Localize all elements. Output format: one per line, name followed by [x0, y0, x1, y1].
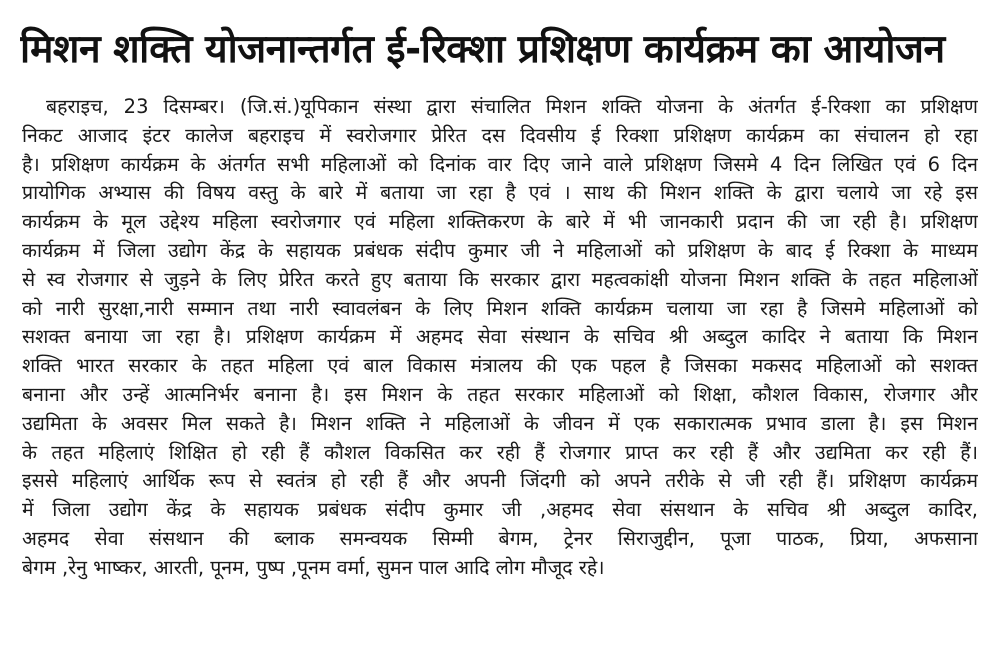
body-line: बनाना और उन्हें आत्मनिर्भर बनाना है। इस मिशन के तहत सरकार महिलाओं को शिक्षा, कौशल विकास, रोजगार और [22, 382, 978, 406]
body-line: निकट आजाद इंटर कालेज बहराइच में स्वरोजगार प्रेरित दस दिवसीय ई रिक्शा प्रशिक्षण कार्यक्रम का संचालन हो रहा [22, 123, 978, 147]
body-line: प्रायोगिक अभ्यास की विषय वस्तु के बारे में बताया जा रहा है एवं । साथ की मिशन शक्ति के द्वारा चलाये जा रहे इस [22, 181, 978, 205]
body-line: को नारी सुरक्षा,नारी सम्मान तथा नारी स्वावलंबन के लिए मिशन शक्ति कार्यक्रम चलाया जा रहा है जिसमे महिलाओं को [22, 296, 978, 320]
body-line: उद्यमिता के अवसर मिल सकते है। मिशन शक्ति ने महिलाओं के जीवन में एक सकारात्मक प्रभाव डाला है। इस मिशन [22, 411, 978, 435]
body-line: इससे महिलाएं आर्थिक रूप से स्वतंत्र हो रही हैं और अपनी जिंदगी को अपने तरीके से जी रही हैं। प्रशिक्षण कार्यक्रम [22, 469, 978, 493]
body-line: कार्यक्रम के मूल उद्देश्य महिला स्वरोजगार एवं महिला शक्तिकरण के बारे में भी जानकारी प्रदान की जा रही है। प्रशिक्षण [22, 210, 978, 234]
body-line: है। प्रशिक्षण कार्यक्रम के अंतर्गत सभी महिलाओं को दिनांक वार दिए जाने वाले प्रशिक्षण जिसमे 4 दिन लिखित एवं 6 दिन [22, 152, 978, 176]
body-line: अहमद सेवा संसथान की ब्लाक समन्वयक सिम्मी बेगम, ट्रेनर सिराजुद्दीन, पूजा पाठक, प्रिया, अफसाना [22, 526, 978, 550]
body-line: से स्व रोजगार से जुड़ने के लिए प्रेरित करते हुए बताया कि सरकार द्वारा महत्वकांक्षी योजना मिशन शक्ति के तहत महिलाओं [22, 267, 978, 291]
article-body [22, 93, 978, 583]
body-line: में जिला उद्योग केंद्र के सहायक प्रबंधक संदीप कुमार जी ,अहमद सेवा संसथान के सचिव श्री अब्दुल कादिर, [22, 498, 978, 522]
body-line: के तहत महिलाएं शिक्षित हो रही हैं कौशल विकसित कर रही हैं रोजगार प्राप्त कर रही हैं और उद्यमिता कर रही हैं। [22, 440, 978, 464]
body-line: बेगम ,रेनु भाष्कर, आरती, पूनम, पुष्प ,पूनम वर्मा, सुमन पाल आदि लोग मौजूद रहे। [22, 555, 605, 579]
body-line: कार्यक्रम में जिला उद्योग केंद्र के सहायक प्रबंधक संदीप कुमार जी ने महिलाओं को प्रशिक्षण के बाद ई रिक्शा के माध्यम [22, 238, 978, 262]
headline: मिशन शक्ति योजनान्तर्गत ई-रिक्शा प्रशिक्षण कार्यक्रम का आयोजन [20, 27, 945, 72]
body-line: शक्ति भारत सरकार के तहत महिला एवं बाल विकास मंत्रालय की एक पहल है जिसका मकसद महिलाओं को सशक्त [22, 354, 978, 378]
body-line: बहराइच, 23 दिसम्बर। (जि.सं.)यूपिकान संस्था द्वारा संचालित मिशन शक्ति योजना के अंतर्गत ई-रिक्शा का प्रशिक्षण [46, 95, 978, 118]
body-line: सशक्त बनाया जा रहा है। प्रशिक्षण कार्यक्रम में अहमद सेवा संस्थान के सचिव श्री अब्दुल कादिर ने बताया कि मिशन [22, 325, 978, 349]
